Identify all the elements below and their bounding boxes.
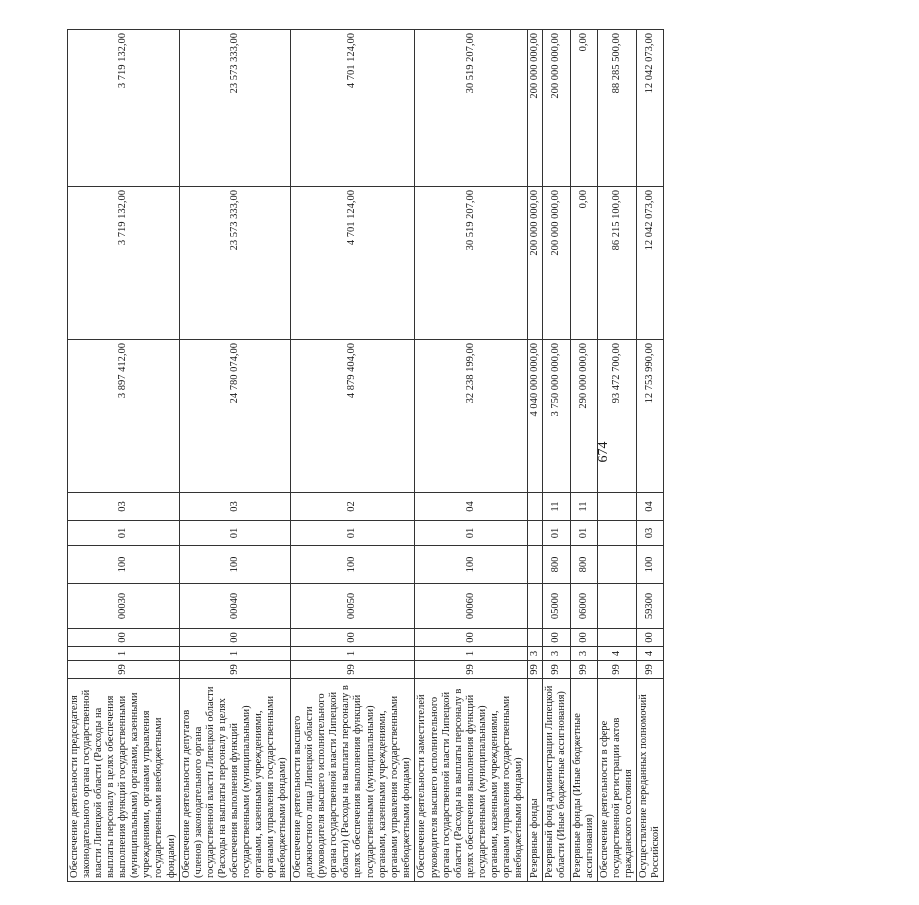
row-name: Обеспечение деятельности депутатов (членов) законодательного органа государственной власти Липецкой области (Расходы на выплаты персоналу в целях обеспечения выполнения функций государственными (муниципальными) органами, казенными учреждениями, органами управления государственными внебюджетными фондами)	[179, 679, 291, 882]
direction-code: 05000	[542, 584, 570, 629]
amount-year-2: 86 215 100,00	[597, 187, 636, 340]
direction-code: 00030	[68, 584, 180, 629]
program-code: 99	[291, 661, 415, 679]
row-name: Осуществление переданных полномочий Российской	[637, 679, 664, 882]
amount-year-3: 200 000 000,00	[542, 30, 570, 187]
subprogram-code: 3	[527, 647, 542, 661]
expense-type-code	[527, 546, 542, 584]
expense-type-code	[597, 546, 636, 584]
subsection-code: 11	[542, 493, 570, 521]
subsection-code: 03	[179, 493, 291, 521]
table-row	[527, 30, 542, 882]
subprogram-code: 3	[570, 647, 597, 661]
table-row	[597, 30, 636, 882]
program-code: 99	[179, 661, 291, 679]
row-name: Обеспечение деятельности в сфере государственной регистрации актов гражданского состояния	[597, 679, 636, 882]
program-code: 99	[414, 661, 527, 679]
program-code: 99	[542, 661, 570, 679]
section-code: 01	[570, 521, 597, 546]
subprogram-code: 3	[542, 647, 570, 661]
subprogram-code: 1	[179, 647, 291, 661]
amount-year-2: 23 573 333,00	[179, 187, 291, 340]
table-row	[291, 30, 415, 882]
event-code: 00	[291, 629, 415, 647]
expense-type-code: 100	[414, 546, 527, 584]
subsection-code: 04	[414, 493, 527, 521]
amount-year-2: 4 701 124,00	[291, 187, 415, 340]
expense-type-code: 100	[179, 546, 291, 584]
subsection-code: 11	[570, 493, 597, 521]
subsection-code	[597, 493, 636, 521]
section-code: 01	[542, 521, 570, 546]
expense-type-code: 800	[570, 546, 597, 584]
direction-code: 59300	[637, 584, 664, 629]
budget-table-area	[67, 30, 919, 878]
section-code: 01	[179, 521, 291, 546]
amount-year-1: 93 472 700,00	[597, 340, 636, 493]
subprogram-code: 4	[597, 647, 636, 661]
subprogram-code: 1	[68, 647, 180, 661]
event-code: 00	[637, 629, 664, 647]
row-name: Резервные фонды (Иные бюджетные ассигнования)	[570, 679, 597, 882]
amount-year-3: 4 701 124,00	[291, 30, 415, 187]
row-name: Обеспечение деятельности высшего должностного лица Липецкой области (руководителя высшего исполнительного органа государственной власти Липецкой области) (Расходы на выплаты персоналу в целях обеспечения выполнения функций государственными (муниципальными) органами, казенными учреждениями, органами управления государственными внебюджетными фондами)	[291, 679, 415, 882]
amount-year-3: 23 573 333,00	[179, 30, 291, 187]
direction-code: 06000	[570, 584, 597, 629]
event-code: 00	[570, 629, 597, 647]
program-code: 99	[68, 661, 180, 679]
program-code: 99	[527, 661, 542, 679]
direction-code: 00060	[414, 584, 527, 629]
expense-type-code: 100	[291, 546, 415, 584]
subsection-code: 03	[68, 493, 180, 521]
row-name: Резервные фонды	[527, 679, 542, 882]
amount-year-1: 3 897 412,00	[68, 340, 180, 493]
direction-code: 00040	[179, 584, 291, 629]
amount-year-1: 3 750 000 000,00	[542, 340, 570, 493]
direction-code	[527, 584, 542, 629]
table-row	[542, 30, 570, 882]
section-code	[527, 521, 542, 546]
amount-year-3: 0,00	[570, 30, 597, 187]
expense-type-code: 100	[68, 546, 180, 584]
amount-year-1: 290 000 000,00	[570, 340, 597, 493]
amount-year-1: 4 879 404,00	[291, 340, 415, 493]
event-code: 00	[414, 629, 527, 647]
section-code: 01	[414, 521, 527, 546]
amount-year-2: 0,00	[570, 187, 597, 340]
program-code: 99	[637, 661, 664, 679]
amount-year-1: 12 753 990,00	[637, 340, 664, 493]
amount-year-3: 200 000 000,00	[527, 30, 542, 187]
amount-year-3: 3 719 132,00	[68, 30, 180, 187]
program-code: 99	[597, 661, 636, 679]
amount-year-3: 30 519 207,00	[414, 30, 527, 187]
amount-year-2: 30 519 207,00	[414, 187, 527, 340]
amount-year-1: 4 040 000 000,00	[527, 340, 542, 493]
amount-year-3: 12 042 073,00	[637, 30, 664, 187]
amount-year-1: 32 238 199,00	[414, 340, 527, 493]
row-name: Обеспечение деятельности заместителей руководителя высшего исполнительного органа государственной власти Липецкой области (Расходы на выплаты персоналу в целях обеспечения выполнения функций государственными (муниципальными) органами, казенными учреждениями, органами управления государственными внебюджетными фондами)	[414, 679, 527, 882]
page-number: 674	[596, 441, 611, 463]
expense-type-code: 100	[637, 546, 664, 584]
amount-year-2: 200 000 000,00	[542, 187, 570, 340]
table-row	[414, 30, 527, 882]
expense-type-code: 800	[542, 546, 570, 584]
event-code: 00	[542, 629, 570, 647]
amount-year-2: 12 042 073,00	[637, 187, 664, 340]
table-row	[637, 30, 664, 882]
amount-year-2: 200 000 000,00	[527, 187, 542, 340]
section-code: 03	[637, 521, 664, 546]
subprogram-code: 4	[637, 647, 664, 661]
amount-year-2: 3 719 132,00	[68, 187, 180, 340]
event-code: 00	[68, 629, 180, 647]
section-code: 01	[291, 521, 415, 546]
table-row	[68, 30, 180, 882]
section-code	[597, 521, 636, 546]
event-code	[527, 629, 542, 647]
direction-code: 00050	[291, 584, 415, 629]
table-row	[570, 30, 597, 882]
budget-table	[67, 29, 664, 882]
event-code	[597, 629, 636, 647]
program-code: 99	[570, 661, 597, 679]
subprogram-code: 1	[414, 647, 527, 661]
amount-year-1: 24 780 074,00	[179, 340, 291, 493]
row-name: Резервный фонд администрации Липецкой области (Иные бюджетные ассигнования)	[542, 679, 570, 882]
amount-year-3: 88 285 500,00	[597, 30, 636, 187]
row-name: Обеспечение деятельности председателя законодательного органа государственной власти Липецкой области (Расходы на выплаты персоналу в целях обеспечения выполнения функций государственными (муниципальными) органами, казенными учреждениями, органами управления государственными внебюджетными фондами)	[68, 679, 180, 882]
event-code: 00	[179, 629, 291, 647]
subsection-code: 04	[637, 493, 664, 521]
section-code: 01	[68, 521, 180, 546]
direction-code	[597, 584, 636, 629]
table-row	[179, 30, 291, 882]
subsection-code	[527, 493, 542, 521]
subprogram-code: 1	[291, 647, 415, 661]
subsection-code: 02	[291, 493, 415, 521]
